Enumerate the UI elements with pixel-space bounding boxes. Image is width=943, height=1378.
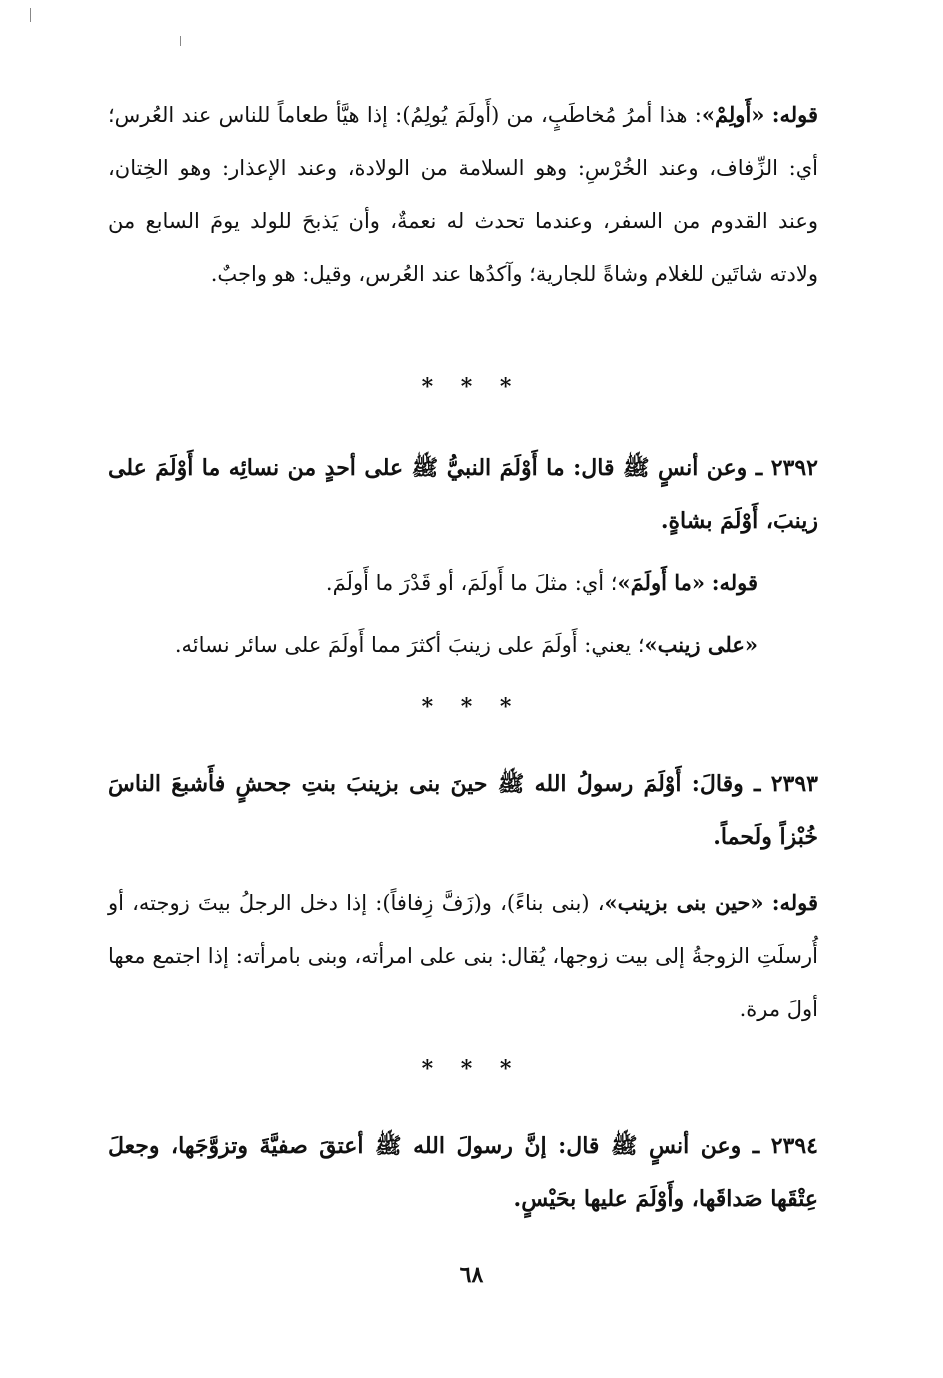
commentary-text: ؛ يعني: أَولَمَ على زينبَ أكثرَ مما أَولَمَ على سائر نسائه.	[174, 633, 645, 657]
commentary-label: قوله:	[711, 570, 758, 595]
section-separator: * * *	[421, 1056, 522, 1082]
commentary-text: ؛ أي: مثلَ ما أَولَمَ، أو قَدْرَ ما أَولَمَ.	[325, 571, 618, 595]
commentary-paragraph	[108, 556, 818, 610]
commentary-paragraph	[108, 876, 818, 1036]
commentary-term: «على زينب»	[644, 632, 758, 657]
hadith-text: ٢٣٩٤ ـ وعن أنسٍ ﷺ قال: إنَّ رسولَ الله ﷺ أعتقَ صفيَّةَ وتزوَّجَها، وجعلَ عِتْقَها صَداقَها، وأَوْلَمَ عليها بحَيْسٍ.	[108, 1133, 818, 1212]
hadith-text: ٢٣٩٢ ـ وعن أنسٍ ﷺ قال: ما أَوْلَمَ النبيُّ ﷺ على أحدٍ من نسائِه ما أَوْلَمَ على زينبَ، أَوْلَمَ بشاةٍ.	[108, 455, 818, 534]
commentary-text: ، (بنى بناءً)، و(زَفَّ زِفافاً): إذا دخل الرجلُ بيتَ زوجته، أو أُرسلَتِ الزوجةُ إلى بيت زوجها، يُقال: بنى على امرأته، وبنى بامرأته: إذا اجتمع معها أولَ مرة.	[108, 891, 818, 1021]
page-number: ٦٨	[459, 1262, 484, 1288]
scan-edge-mark	[30, 8, 31, 22]
hadith-2392	[108, 442, 818, 548]
hadith-2394	[108, 1120, 818, 1226]
commentary-term: «حين بنى بزينب»	[604, 890, 764, 915]
scan-edge-mark	[180, 36, 181, 46]
commentary-text: : هذا أمرُ مُخاطَبٍ، من (أَولَمَ يُولِمُ): إذا هيَّأ طعاماً للناس عند العُرس؛ أي: الزِّفاف، وعند الخُرْسِ: وهو السلامة من الولادة، وعند الإعذار: وهو الخِتان، وعند القدوم من السفر، وعندما تحدث له نعمةٌ، وأن يَذبحَ للولد يومَ السابع من ولادته شاتَين للغلام وشاةً للجارية؛ وآكدُها عند العُرس، وقيل: هو واجبٌ.	[108, 103, 819, 286]
commentary-term: «أَولِمْ»	[701, 102, 765, 127]
commentary-label: قوله:	[771, 102, 818, 127]
hadith-2393	[108, 758, 818, 864]
section-separator: * * *	[421, 694, 522, 720]
hadith-text: ٢٣٩٣ ـ وقالَ: أَوْلَمَ رسولُ الله ﷺ حينَ بنى بزينبَ بنتِ جحشٍ فأَشبعَ الناسَ خُبْزاً ولَحماً.	[108, 771, 818, 850]
commentary-term: «ما أَولَمَ»	[617, 570, 706, 595]
section-separator: * * *	[421, 374, 522, 400]
commentary-paragraph	[108, 618, 818, 672]
commentary-label: قوله:	[771, 890, 818, 915]
commentary-paragraph	[108, 88, 818, 301]
